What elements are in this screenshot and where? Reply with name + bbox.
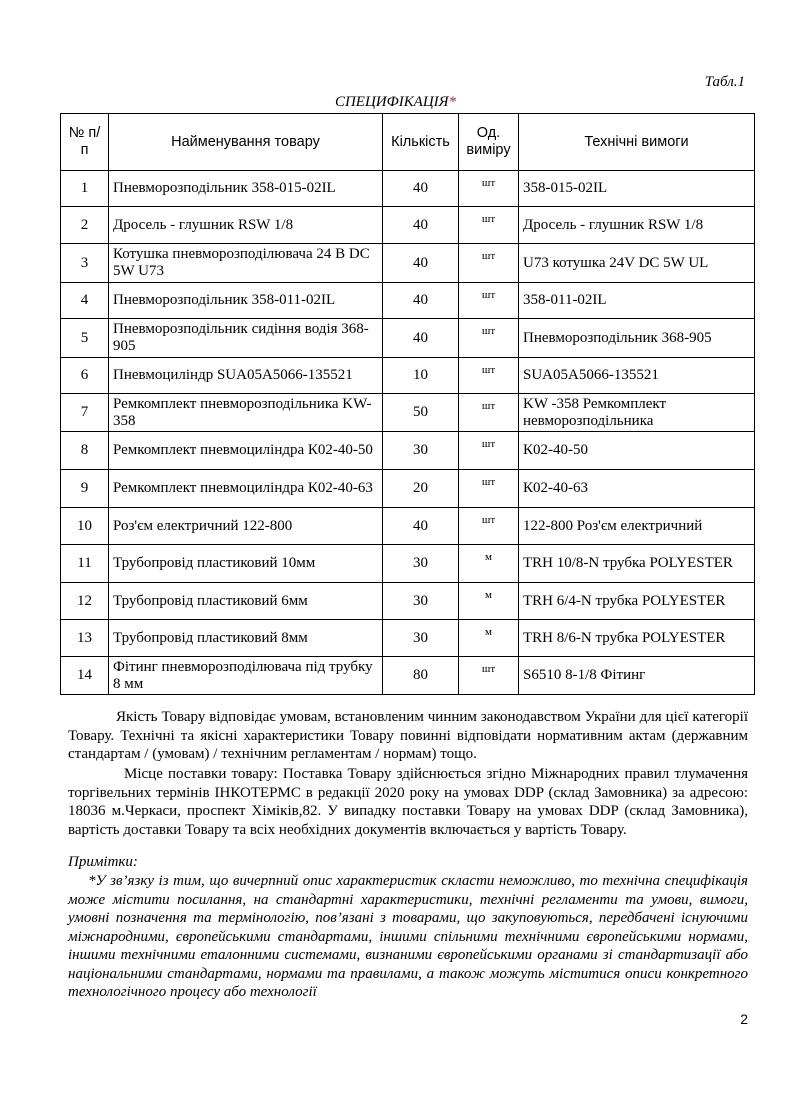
notes-label: Примітки: (68, 854, 138, 870)
row-number: 3 (61, 244, 109, 283)
table-row (61, 470, 755, 508)
row-number: 1 (61, 171, 109, 207)
table-row (61, 207, 755, 244)
row-unit: шт (459, 283, 519, 319)
row-requirements: 358-011-02IL (519, 283, 755, 319)
row-name: Ремкомплект пневмоциліндра К02-40-50 (109, 432, 383, 470)
table-row (61, 508, 755, 545)
row-quantity: 40 (383, 171, 459, 207)
row-unit: шт (459, 207, 519, 244)
row-requirements: TRH 8/6-N трубка POLYESTER (519, 620, 755, 657)
row-requirements: 122-800 Роз'єм електричний (519, 508, 755, 545)
row-quantity: 10 (383, 358, 459, 394)
delivery-paragraph: Місце поставки товару: Поставка Товару здійснюється згідно Міжнародних правил тлумачення торгівельних термінів ІНКОТЕРМС в редакції 2020 року на умовах DDP (склад Замовника) за адресою: 18036 м.Черкаси, проспект Хіміків,82. У випадку поставки Товару на умовах DDP (склад Замовника), вартість доставки Товару та всіх необхідних документів включається у вартість Товару. (68, 766, 748, 838)
row-quantity: 80 (383, 657, 459, 695)
table-label: Табл.1 (704, 74, 745, 90)
row-unit: шт (459, 508, 519, 545)
row-number: 13 (61, 620, 109, 657)
row-quantity: 30 (383, 583, 459, 620)
table-row (61, 394, 755, 432)
row-name: Фітинг пневморозподілювача під трубку 8 мм (109, 657, 383, 695)
row-requirements: TRH 10/8-N трубка POLYESTER (519, 545, 755, 583)
row-number: 5 (61, 319, 109, 358)
page-title (0, 94, 791, 111)
row-unit: шт (459, 470, 519, 508)
row-unit: шт (459, 432, 519, 470)
row-quantity: 40 (383, 244, 459, 283)
row-unit: м (459, 583, 519, 620)
table-row (61, 657, 755, 695)
row-requirements: Пневморозподільник 368-905 (519, 319, 755, 358)
row-number: 2 (61, 207, 109, 244)
row-unit: м (459, 545, 519, 583)
table-row (61, 244, 755, 283)
specification-table (60, 113, 755, 695)
row-number: 14 (61, 657, 109, 695)
table-row (61, 583, 755, 620)
row-unit: шт (459, 244, 519, 283)
col-header-requirements: Технічні вимоги (519, 114, 755, 171)
table-row (61, 171, 755, 207)
row-name: Трубопровід пластиковий 10мм (109, 545, 383, 583)
row-quantity: 40 (383, 319, 459, 358)
row-unit: шт (459, 319, 519, 358)
row-requirements: KW -358 Ремкомплект невморозподільника (519, 394, 755, 432)
table-row (61, 432, 755, 470)
table-row (61, 620, 755, 657)
row-requirements: К02-40-50 (519, 432, 755, 470)
row-unit: шт (459, 358, 519, 394)
row-number: 8 (61, 432, 109, 470)
row-name: Ремкомплект пневморозподільника KW-358 (109, 394, 383, 432)
row-name: Дросель - глушник RSW 1/8 (109, 207, 383, 244)
row-name: Котушка пневморозподілювача 24 В DC 5W U73 (109, 244, 383, 283)
footnote-paragraph: *У зв’язку із тим, що вичерпний опис характеристик скласти неможливо, то технічна специфікація може містити посилання, на стандартні характеристики, технічні регламенти та умови, вимоги, умовні позначення та термінологію, пов’язані з товарами, що закуповуються, передбачені існуючими міжнародними, європейськими стандартами, іншими спільними технічними європейськими нормами, іншими технічними еталонними системами, визнаними європейськими органами зі стандартизації або національними стандартами, нормами та правилами, а також можуть міститися описи конкретного технологічного процесу або технології (68, 873, 748, 1000)
table-row (61, 319, 755, 358)
row-name: Пневморозподільник 358-015-02IL (109, 171, 383, 207)
row-name: Пневморозподільник 358-011-02IL (109, 283, 383, 319)
row-name: Пневморозподільник сидіння водія 368-905 (109, 319, 383, 358)
row-unit: м (459, 620, 519, 657)
col-header-unit: Од. виміру (459, 114, 519, 171)
row-quantity: 30 (383, 432, 459, 470)
row-number: 10 (61, 508, 109, 545)
row-quantity: 30 (383, 545, 459, 583)
row-name: Роз'єм електричний 122-800 (109, 508, 383, 545)
row-requirements: К02-40-63 (519, 470, 755, 508)
table-row (61, 545, 755, 583)
row-number: 6 (61, 358, 109, 394)
title-text: СПЕЦИФІКАЦІЯ (334, 94, 449, 110)
row-quantity: 40 (383, 207, 459, 244)
quality-paragraph: Якість Товару відповідає умовам, встановленим чинним законодавством України для цієї категорії Товару. Технічні та якісні характеристики Товару повинні відповідати нормативним актам (державним стандартам / (умовам) / технічним регламентам / нормам) тощо. (68, 709, 748, 762)
row-requirements: 358-015-02IL (519, 171, 755, 207)
row-quantity: 30 (383, 620, 459, 657)
row-number: 7 (61, 394, 109, 432)
page-number: 2 (740, 1011, 748, 1027)
row-unit: шт (459, 657, 519, 695)
row-requirements: SUA05A5066-135521 (519, 358, 755, 394)
col-header-quantity: Кількість (383, 114, 459, 171)
row-quantity: 40 (383, 283, 459, 319)
row-quantity: 40 (383, 508, 459, 545)
row-requirements: S6510 8-1/8 Фітинг (519, 657, 755, 695)
col-header-name: Найменування товару (109, 114, 383, 171)
row-name: Ремкомплект пневмоциліндра К02-40-63 (109, 470, 383, 508)
row-unit: шт (459, 171, 519, 207)
row-number: 9 (61, 470, 109, 508)
row-number: 11 (61, 545, 109, 583)
col-header-number: № п/п (61, 114, 109, 171)
row-quantity: 50 (383, 394, 459, 432)
row-quantity: 20 (383, 470, 459, 508)
table-row (61, 283, 755, 319)
row-number: 12 (61, 583, 109, 620)
row-requirements: U73 котушка 24V DC 5W UL (519, 244, 755, 283)
table-row (61, 358, 755, 394)
table-header-row (61, 114, 755, 171)
row-name: Трубопровід пластиковий 8мм (109, 620, 383, 657)
row-unit: шт (459, 394, 519, 432)
row-requirements: TRH 6/4-N трубка POLYESTER (519, 583, 755, 620)
title-footnote-marker: * (448, 94, 457, 110)
row-name: Пневмоциліндр SUA05A5066-135521 (109, 358, 383, 394)
row-requirements: Дросель - глушник RSW 1/8 (519, 207, 755, 244)
row-number: 4 (61, 283, 109, 319)
row-name: Трубопровід пластиковий 6мм (109, 583, 383, 620)
